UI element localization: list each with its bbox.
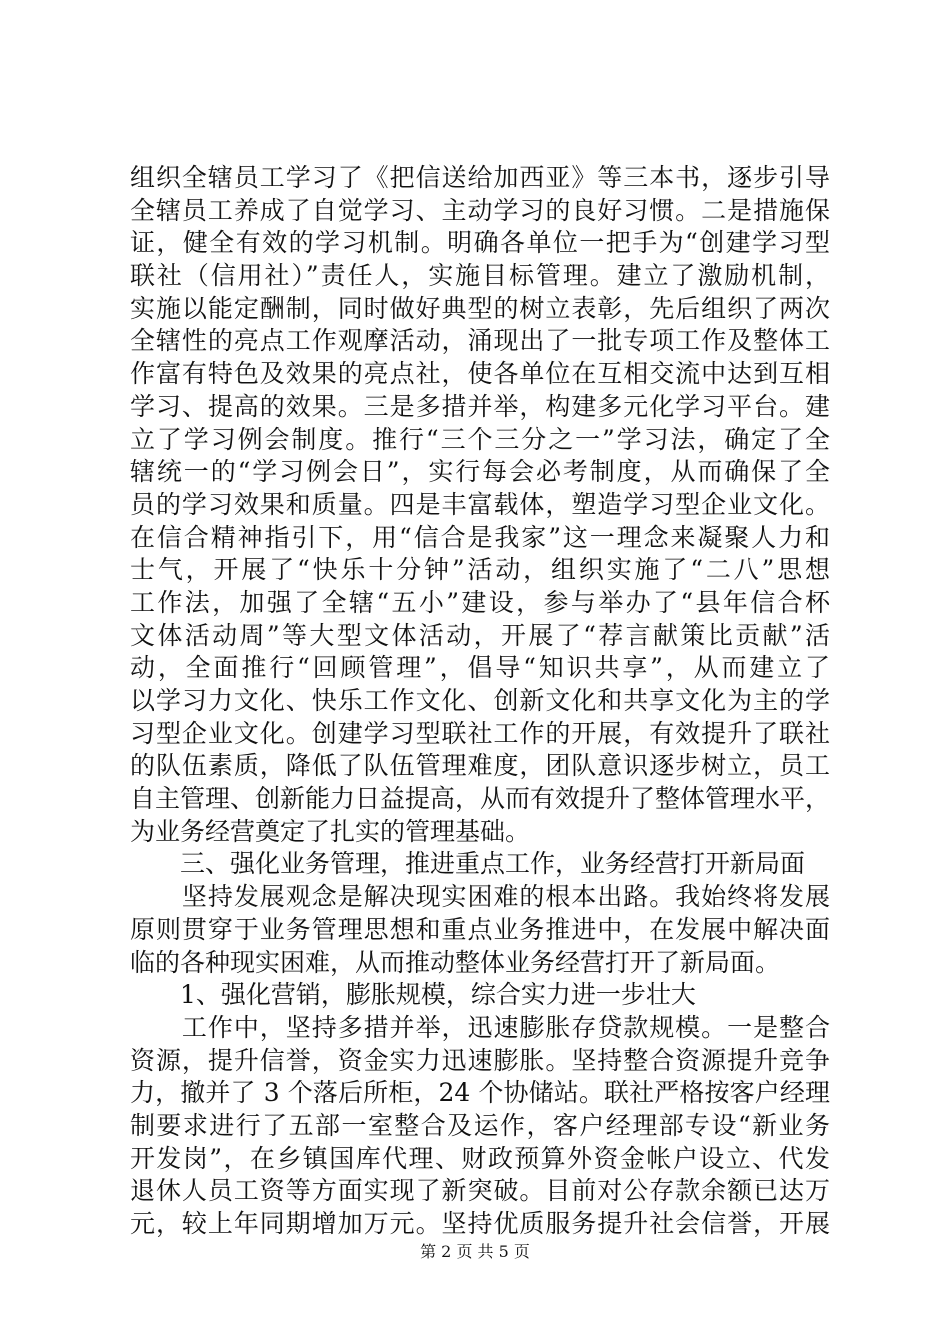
text-line: 全辖员工养成了自觉学习、主动学习的良好习惯。二是措施保	[130, 195, 830, 225]
text-line: 立了学习例会制度。推行“三个三分之一”学习法，确定了全	[130, 424, 830, 454]
text-line: 工作法，加强了全辖“五小”建设，参与举办了“县年信合杯	[130, 587, 830, 617]
text-line: 习型企业文化。创建学习型联社工作的开展，有效提升了联社	[130, 718, 830, 748]
text-line: 全辖性的亮点工作观摩活动，涌现出了一批专项工作及整体工	[130, 326, 830, 356]
page-footer: 第 2 页 共 5 页	[420, 1242, 530, 1261]
text-line: 士气，开展了“快乐十分钟”活动，组织实施了“二八”思想	[130, 555, 830, 585]
text-line: 制要求进行了五部一室整合及运作，客户经理部专设“新业务	[130, 1110, 830, 1140]
text-line: 以学习力文化、快乐工作文化、创新文化和共享文化为主的学	[130, 686, 830, 715]
text-line: 证，健全有效的学习机制。明确各单位一把手为“创建学习型	[130, 228, 830, 258]
text-line: 力，撤并了 3 个落后所柜，24 个协储站。联社严格按客户经理	[130, 1078, 830, 1108]
text-line: 坚持发展观念是解决现实困难的根本出路。我始终将发展	[130, 882, 830, 912]
text-line: 自主管理、创新能力日益提高，从而有效提升了整体管理水平，	[130, 784, 830, 814]
text-line: 三、强化业务管理，推进重点工作，业务经营打开新局面	[130, 849, 806, 879]
text-line: 辖统一的“学习例会日”，实行每会必考制度，从而确保了全	[130, 457, 830, 487]
text-line: 员的学习效果和质量。四是丰富载体，塑造学习型企业文化。	[130, 489, 830, 519]
text-line: 资源，提升信誉，资金实力迅速膨胀。坚持整合资源提升竞争	[130, 1045, 830, 1075]
text-line: 退休人员工资等方面实现了新突破。目前对公存款余额已达万	[130, 1176, 830, 1206]
text-line: 组织全辖员工学习了《把信送给加西亚》等三本书，逐步引导	[130, 163, 830, 192]
document-body	[130, 162, 830, 1241]
text-line: 在信合精神指引下，用“信合是我家”这一理念来凝聚人力和	[130, 522, 830, 552]
text-line: 的队伍素质，降低了队伍管理难度，团队意识逐步树立，员工	[130, 751, 830, 781]
text-line: 元，较上年同期增加万元。坚持优质服务提升社会信誉，开展	[130, 1209, 830, 1238]
text-line: 学习、提高的效果。三是多措并举，构建多元化学习平台。建	[130, 391, 830, 421]
text-line: 实施以能定酬制，同时做好典型的树立表彰，先后组织了两次	[130, 293, 830, 323]
text-line: 文体活动周”等大型文体活动，开展了“荐言献策比贡献”活	[130, 620, 830, 650]
text-line: 联社（信用社）”责任人，实施目标管理。建立了激励机制，	[130, 261, 830, 291]
text-line: 工作中，坚持多措并举，迅速膨胀存贷款规模。一是整合	[130, 1012, 830, 1042]
text-line: 作富有特色及效果的亮点社，使各单位在互相交流中达到互相	[130, 359, 830, 389]
text-line: 开发岗”，在乡镇国库代理、财政预算外资金帐户设立、代发	[130, 1143, 830, 1173]
text-line: 原则贯穿于业务管理思想和重点业务推进中，在发展中解决面	[130, 914, 830, 944]
text-line: 1、强化营销，膨胀规模，综合实力进一步壮大	[130, 980, 696, 1010]
text-line: 动，全面推行“回顾管理”，倡导“知识共享”，从而建立了	[130, 653, 830, 683]
text-line: 为业务经营奠定了扎实的管理基础。	[130, 816, 531, 846]
text-line: 临的各种现实困难，从而推动整体业务经营打开了新局面。	[130, 947, 781, 977]
